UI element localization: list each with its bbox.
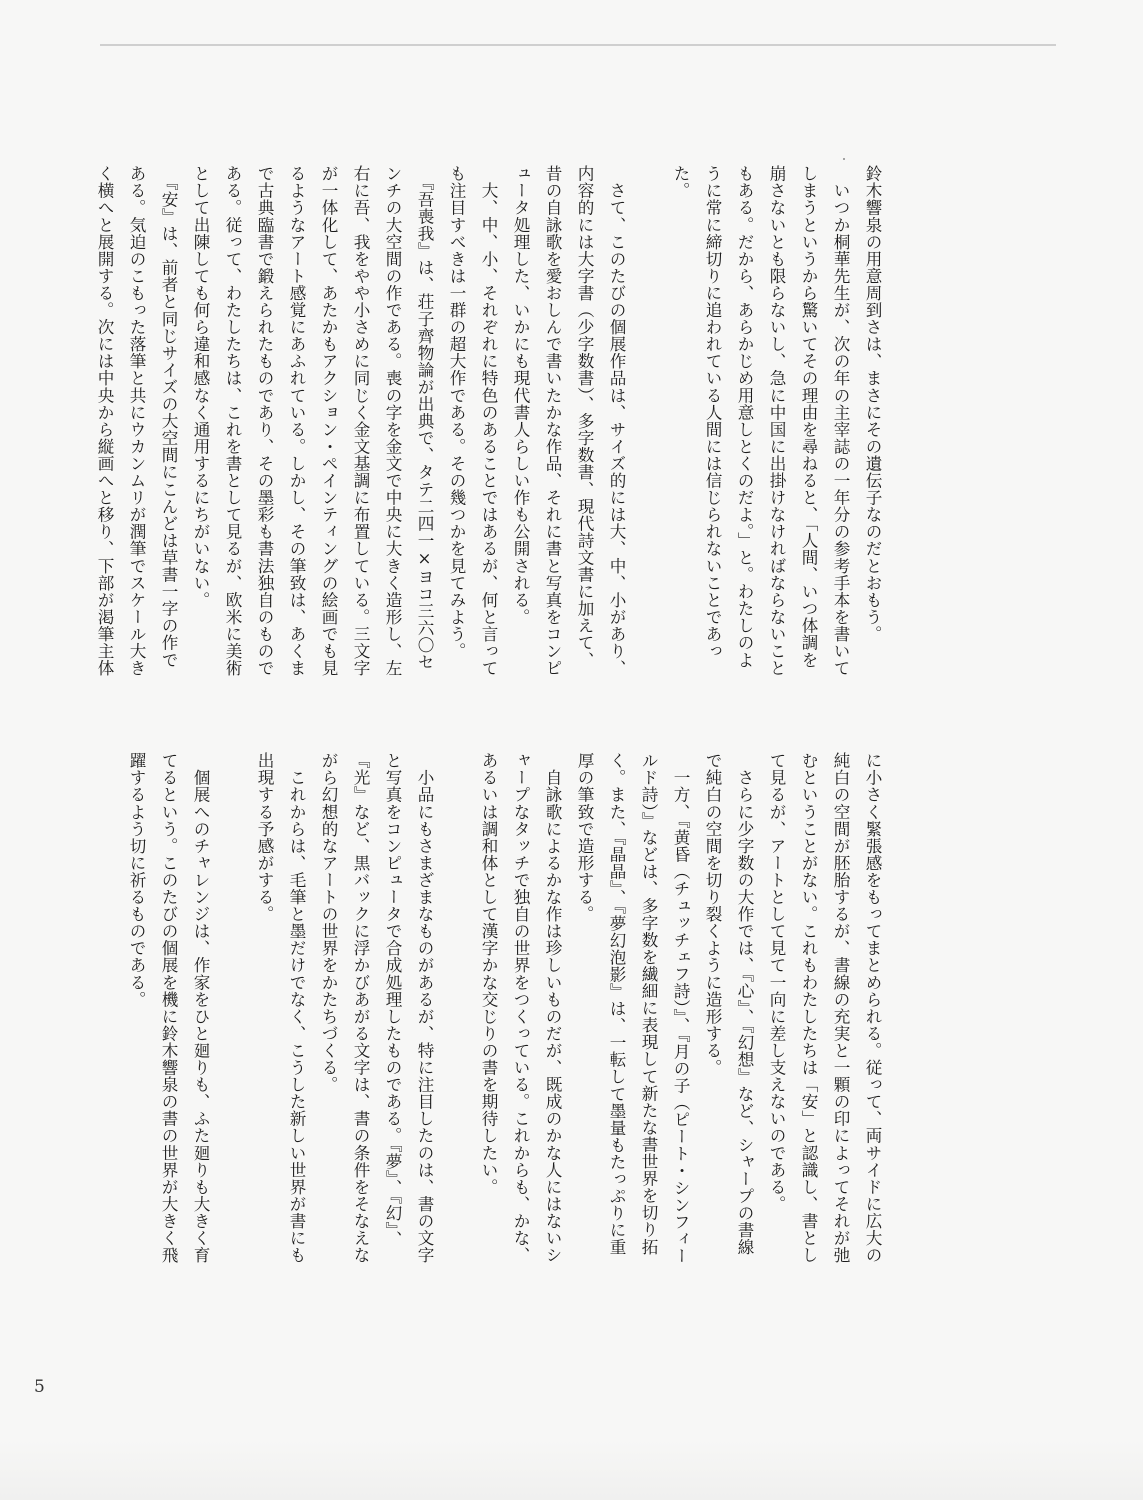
text-column: あるいは調和体として漢字かな交じりの書を期待したい。 bbox=[479, 752, 498, 1196]
text-column: として出陳しても何ら違和感なく通用するにちがいない。 bbox=[191, 165, 210, 609]
text-column: ある。従って、わたしたちは、これを書として見るが、欧米に美術 bbox=[223, 165, 242, 677]
text-column: が一体化して、あたかもアクション・ペインティングの絵画でも見 bbox=[319, 165, 338, 677]
text-column: 出現する予感がする。 bbox=[255, 752, 274, 923]
text-column: く横へと展開する。次には中央から縦画へと移り、下部が渇筆主体 bbox=[95, 165, 114, 677]
text-column: 崩さないとも限らないし、急に中国に出掛けなければならないこと bbox=[767, 165, 786, 677]
text-column: さて、このたびの個展作品は、サイズ的には大、中、小があり、 bbox=[607, 165, 626, 677]
text-column bbox=[632, 165, 664, 725]
text-column: さらに少字数の大作では、『心』、『幻想』など、シャープの書線 bbox=[735, 752, 754, 1256]
text-column bbox=[216, 752, 248, 1312]
text-column: てるという。このたびの個展を機に鈴木響泉の書の世界が大きく飛 bbox=[159, 752, 178, 1264]
text-column: た。 bbox=[671, 165, 690, 200]
text-column: 純白の空間が胚胎するが、書線の充実と一顆の印によってそれが弛 bbox=[831, 752, 850, 1264]
text-column: 内容的には大字書（少字数書）、多字数書、現代詩文書に加えて、 bbox=[575, 165, 594, 669]
text-column: も注目すべきは一群の超大作である。その幾つかを見てみよう。 bbox=[447, 165, 466, 660]
text-column: これからは、毛筆と墨だけでなく、こうした新しい世界が書にも bbox=[287, 752, 306, 1264]
text-column: がら幻想的なアートの世界をかたちづくる。 bbox=[319, 752, 338, 1093]
text-column: ュータ処理した、いかにも現代書人らしい作も公開される。 bbox=[511, 165, 530, 626]
text-column: 昔の自詠歌を愛おしんで書いたかな作品、それに書と写真をコンピ bbox=[543, 165, 562, 677]
text-column: むということがない。これもわたしたちは「安」と認識し、書とし bbox=[799, 752, 818, 1264]
text-column: るようなアート感覚にあふれている。しかし、その筆致は、あくま bbox=[287, 165, 306, 677]
text-column: ャープなタッチで独自の世界をつくっている。これからも、かな、 bbox=[511, 752, 530, 1264]
text-column: 躍するよう切に祈るものである。 bbox=[127, 752, 146, 1008]
text-column: に小さく緊張感をもってまとめられる。従って、両サイドに広大の bbox=[863, 752, 882, 1264]
text-column: ンチの大空間の作である。喪の字を金文で中央に大きく造形し、左 bbox=[383, 165, 402, 677]
text-column: で純白の空間を切り裂くように造形する。 bbox=[703, 752, 722, 1076]
lower-text-block bbox=[127, 752, 888, 1312]
text-column: ある。気迫のこもった落筆と共にウカンムリが潤筆でスケール大き bbox=[127, 165, 146, 677]
text-column: 右に吾、我をやや小さめに同じく金文基調に布置している。三文字 bbox=[351, 165, 370, 677]
text-column bbox=[440, 752, 472, 1312]
text-column: 個展へのチャレンジは、作家をひと廻りも、ふた廻りも大きく育 bbox=[191, 752, 210, 1264]
text-column: 大、中、小、それぞれに特色のあることではあるが、何と言って bbox=[479, 165, 498, 677]
text-column: 鈴木響泉の用意周到さは、まさにその遺伝子なのだとおもう。 bbox=[863, 165, 882, 643]
text-column: もある。だから、あらかじめ用意しとくのだよ。」と。わたしのよ bbox=[735, 165, 754, 669]
text-column: 『吾喪我』は、荘子齊物論が出典で、タテ二四一×ヨコ三六〇セ bbox=[415, 165, 434, 671]
text-column: 厚の筆致で造形する。 bbox=[575, 752, 594, 923]
top-rule bbox=[100, 44, 1056, 46]
bottom-edge bbox=[0, 1440, 1143, 1500]
text-column: いつか桐華先生が、次の年の主宰誌の一年分の参考手本を書いて bbox=[831, 165, 850, 677]
upper-text-block bbox=[95, 165, 888, 725]
text-column: と写真をコンピュータで合成処理したものである。『夢』、『幻』、 bbox=[383, 752, 402, 1248]
text-column: うに常に締切りに追われている人間には信じられないことであっ bbox=[703, 165, 722, 660]
text-column: 一方、『黄昏（チュッチェフ詩）』、『月の子（ピート・シンフィー bbox=[671, 752, 690, 1265]
speck-dot bbox=[843, 158, 845, 160]
text-column: で古典臨書で鍛えられたものであり、その墨彩も書法独自のもので bbox=[255, 165, 274, 677]
text-column: ルド詩）』などは、多字数を繊細に表現して新たな書世界を切り拓 bbox=[639, 752, 658, 1256]
page-number: 5 bbox=[34, 1377, 45, 1397]
text-column: 『安』は、前者と同じサイズの大空間にこんどは草書一字の作で bbox=[159, 165, 178, 669]
text-column: 『光』など、黒バックに浮かびあがる文字は、書の条件をそなえな bbox=[351, 752, 370, 1264]
text-column: く。また、『晶晶』、『夢幻泡影』は、一転して墨量もたっぷりに重 bbox=[607, 752, 626, 1256]
text-column: 小品にもさまざまなものがあるが、特に注目したのは、書の文字 bbox=[415, 752, 434, 1264]
text-column: 自詠歌によるかな作は珍しいものだが、既成のかな人にはないシ bbox=[543, 752, 562, 1264]
text-column: しまうというから驚いてその理由を尋ねると、「人間、いつ体調を bbox=[799, 165, 818, 669]
text-column: て見るが、アートとして見て一向に差し支えないのである。 bbox=[767, 752, 786, 1213]
